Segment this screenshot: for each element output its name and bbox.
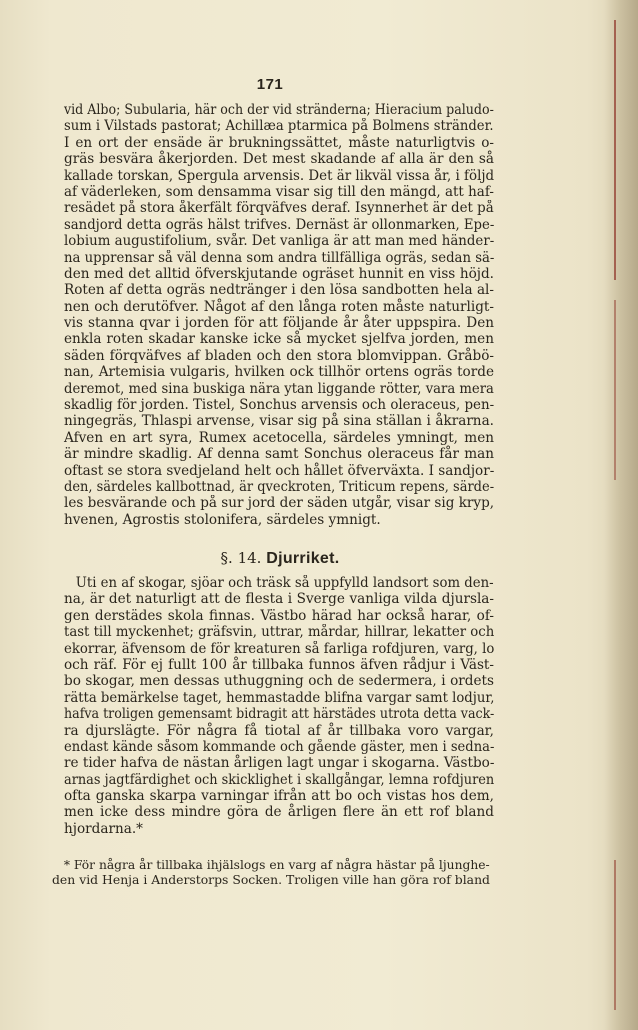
text-line: endast kände såsom kommande och gående gäster, men i sedna- [64,738,495,755]
text-line: na upprensar så väl denna som andra tillfälliga ogräs, sedan sä- [64,249,495,266]
text-line: deremot, med sina buskiga nära ytan liggande rötter, vara mera [64,380,494,397]
footnote [52,857,490,887]
text-line: bo skogar, men dessas uthuggning och de sedermera, i ordets [64,673,494,690]
text-line: ningegräs, Thlaspi arvense, visar sig på sina ställan i åkrarna. [64,413,494,430]
text-line: I en ort der ensäde är brukningssättet, måste naturligtvis o- [64,134,494,151]
text-line: hvenen, Agrostis stolonifera, särdeles ymnigt. [64,511,381,528]
text-line: kallade torskan, Spergula arvensis. Det är likväl vissa år, i följd [64,167,495,184]
section-heading [0,549,560,568]
red-edge-mark [614,20,616,280]
text-line: lobium augustifolium, svår. Det vanliga är att man med händer- [64,233,495,250]
page-number: 171 [256,76,284,93]
text-line: vid Albo; Subularia, här och der vid stränderna; Hieracium paludo- [64,102,494,118]
text-line: Roten af detta ogräs nedtränger i den lösa sandbotten hela al- [64,282,494,299]
text-line: nen och derutöfver. Något af den långa roten måste naturligt- [64,298,494,315]
text-line: vis stanna qvar i jorden för att följande år åter uppspira. Den [64,315,494,332]
text-line: gen derstädes skola finnas. Västbo härad har också harar, of- [64,607,494,624]
text-line: enkla roten skadar kanske icke så mycket sjelfva jorden, men [64,331,494,348]
text-line: ekorrar, äfvensom de för kreaturen så farliga rofdjuren, varg, lo [64,640,495,657]
text-line: hafva troligen gemensamt bidragit att härstädes utrota detta vack- [64,706,495,723]
paragraph-fauna [64,575,494,837]
red-edge-mark [614,860,616,1010]
text-line: ofta ganska skarpa varningar ifrån att bo och vistas hos dem, [64,788,494,805]
page-edge-shadow [604,0,638,1030]
text-line: säden förqväfves af bladen och den stora blomvippan. Gråbö- [64,347,494,364]
text-line: resädet på stora åkerfält förqväfves deraf. Isynnerhet är det på [64,200,494,217]
text-line: tast till myckenhet; gräfsvin, uttrar, mårdar, hillrar, lekatter och [64,624,495,641]
text-line: * För några år tillbaka ihjälslogs en varg af några hästar på ljunghe- [63,857,490,872]
text-line: den med det alltid öfverskjutande ogräset hunnit en viss höjd. [64,265,494,282]
text-line: arnas jagtfärdighet och skicklighet i skallgångar, lemna rofdjuren [64,771,495,788]
text-line: hjordarna.* [64,820,143,837]
text-line: sum i Vilstads pastorat; Achillæa ptarmica på Bolmens stränder. [64,118,494,135]
text-line: nan, Artemisia vulgaris, hvilken ock tillhör ortens ogräs torde [64,364,494,381]
text-line: är mindre skadlig. Af denna samt Sonchus oleraceus får man [64,446,494,463]
red-edge-mark [614,300,616,480]
text-line: oftast se stora svedjeland helt och hållet öfverväxta. I sandjor- [64,462,495,479]
text-line: af väderleken, som densamma visar sig till den mängd, att haf- [64,183,494,200]
text-line: rätta bemärkelse taget, hemmastadde blifna vargar samt lodjur, [64,689,495,706]
text-line: skadlig för jorden. Tistel, Sonchus arvensis och oleraceus, pen- [64,397,495,414]
text-line: na, är det naturligt att de flesta i Sverge vanliga vilda djursla- [64,591,494,608]
text-line: och räf. För ej fullt 100 år tillbaka funnos äfven rådjur i Väst- [64,656,494,673]
text-line: Uti en af skogar, sjöar och träsk så uppfylld landsort som den- [75,575,494,591]
text-line: sandjord detta ogräs hälst trifves. Dernäst är ollonmarken, Epe- [64,216,495,233]
section-title: Djurriket. [266,550,340,567]
section-number: §. 14. [220,549,262,567]
text-line: den, särdeles kallbottnad, är qveckroten, Triticum repens, särde- [64,478,495,495]
text-line: Afven en art syra, Rumex acetocella, särdeles ymningt, men [64,429,494,446]
text-line: re tider hafva de nästan årligen lagt ungar i skogarna. Västbo- [64,755,495,772]
text-line: ra djurslägte. För några få tiotal af år tillbaka voro vargar, [64,722,494,739]
text-line: les besvärande och på sur jord der säden utgår, visar sig kryp, [64,495,495,512]
text-line: gräs besvära åkerjorden. Det mest skadande af alla är den så [64,151,494,168]
paragraph-weeds [64,102,494,528]
text-line: den vid Henja i Anderstorps Socken. Troligen ville han göra rof bland [52,872,490,887]
text-line: men icke dess mindre göra de årligen flere än ett rof bland [64,804,494,821]
